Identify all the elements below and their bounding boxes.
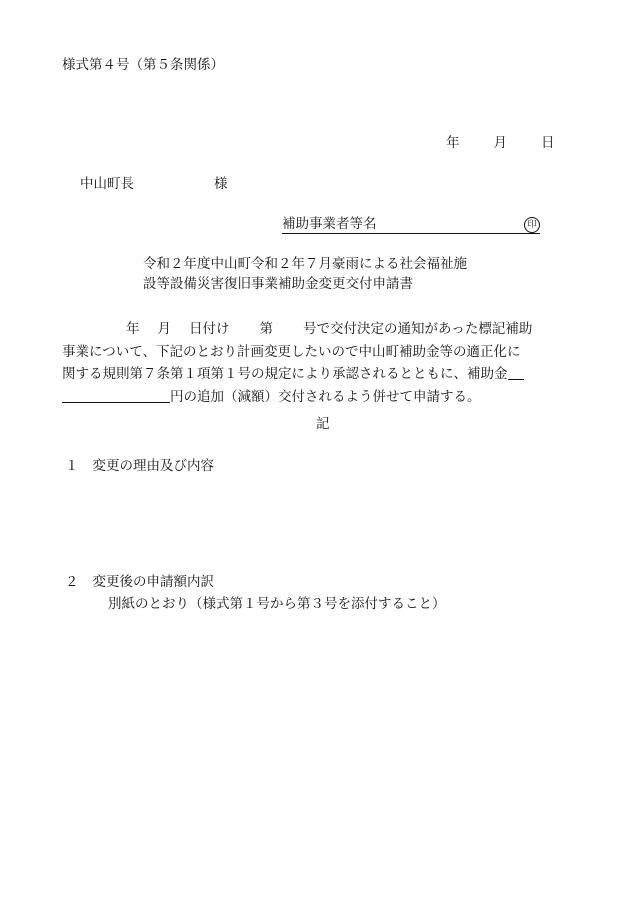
applicant-label: 補助事業者等名 — [282, 216, 377, 232]
document-title-line-1: 令和２年度中山町令和２年７月豪雨による社会福祉施 — [143, 256, 467, 272]
applicant-name-field[interactable] — [282, 218, 540, 234]
item-1-label: 変更の理由及び内容 — [92, 458, 214, 474]
item-2-number: ２ — [65, 574, 79, 590]
body-dai-label: 第 — [259, 321, 273, 337]
form-number: 様式第４号（第５条関係） — [62, 57, 224, 73]
addressee — [80, 178, 228, 192]
date-day-label: 日 — [541, 135, 555, 151]
body-day-label: 日付け — [189, 321, 230, 337]
document-title-line-2: 設等設備災害復旧事業補助金変更交付申請書 — [143, 276, 413, 292]
body-line-1 — [62, 318, 582, 341]
body-month-label: 月 — [157, 321, 171, 337]
ki-heading: 記 — [316, 416, 330, 432]
item-1 — [65, 460, 214, 474]
body-line-3-text: 関する規則第７条第１項第１号の規定により承認されるとともに、補助金 — [62, 366, 508, 382]
date-year-label: 年 — [446, 135, 460, 151]
addressee-honorific: 様 — [214, 176, 228, 192]
body-line-2: 事業について、下記のとおり計画変更したいので中山町補助金等の適正化に — [62, 343, 521, 360]
item-2-label: 変更後の申請額内訳 — [92, 574, 214, 590]
body-line-1-rest: 号で交付決定の通知があった標記補助 — [303, 321, 533, 337]
body-year-label: 年 — [126, 321, 140, 337]
body-line-4 — [62, 386, 582, 409]
date-month-label: 月 — [493, 135, 507, 151]
item-2-detail: 別紙のとおり（様式第１号から第３号を添付すること） — [108, 596, 446, 612]
subsidy-amount-blank-start[interactable] — [508, 366, 524, 380]
item-1-number: １ — [65, 458, 79, 474]
application-body — [62, 318, 582, 408]
seal-mark: 印 — [524, 217, 540, 233]
subsidy-amount-blank[interactable] — [62, 389, 170, 403]
body-line-4-text: 円の追加（減額）交付されるよう併せて申請する。 — [170, 388, 481, 405]
item-2 — [65, 576, 214, 590]
date-line — [446, 137, 555, 151]
body-line-3 — [62, 363, 582, 386]
addressee-name: 中山町長 — [80, 176, 134, 192]
